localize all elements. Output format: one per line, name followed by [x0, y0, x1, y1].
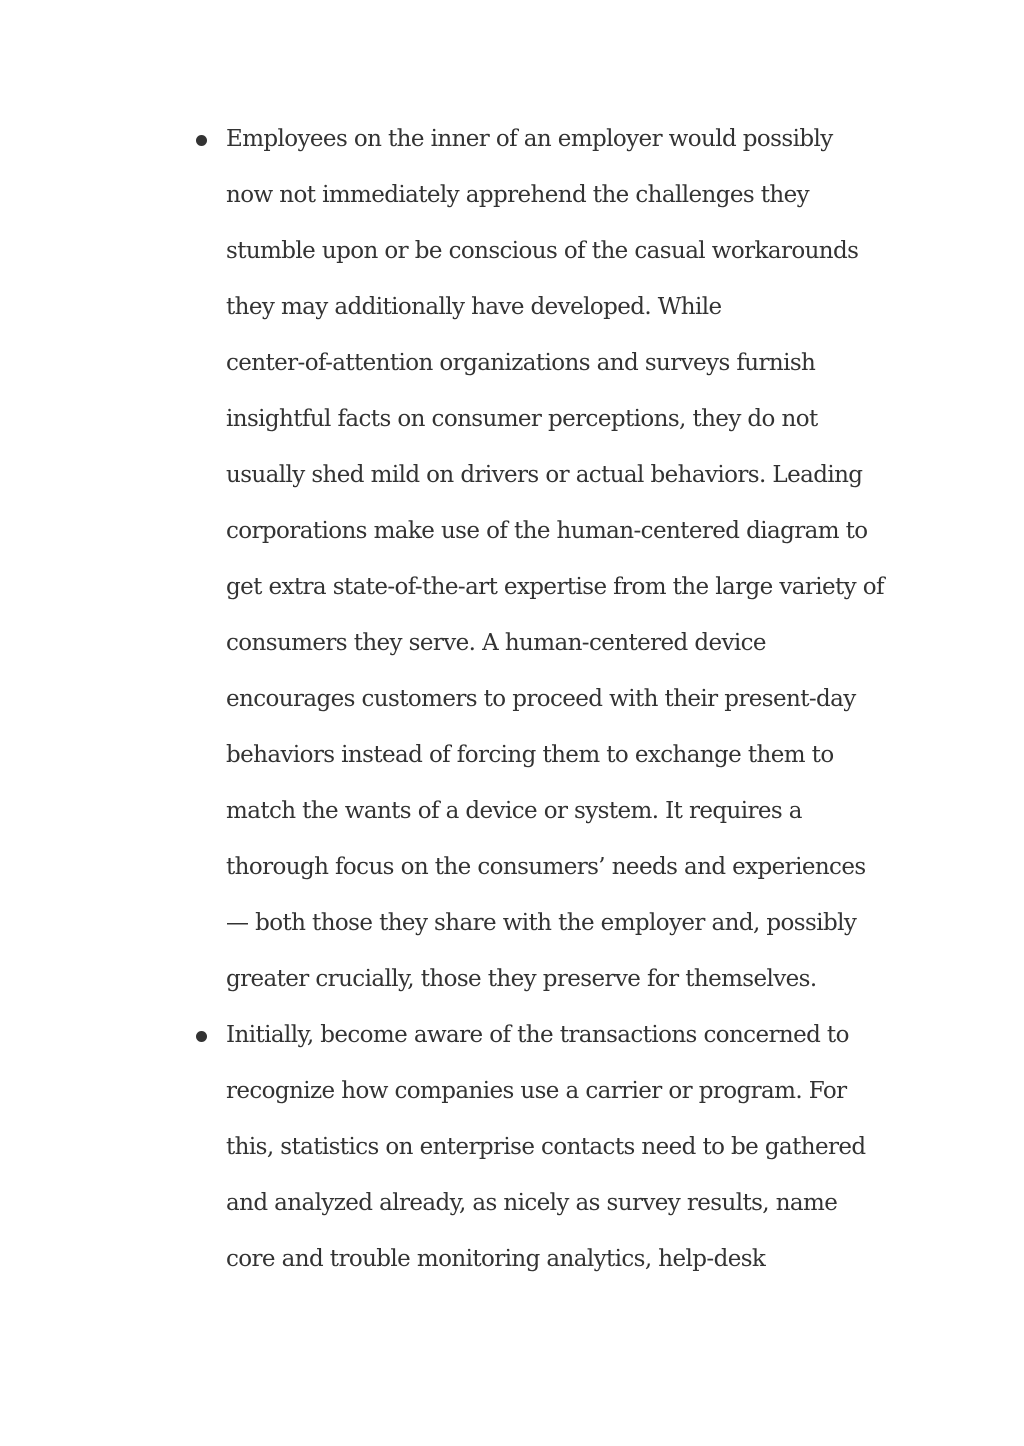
- bullet-dot-icon: [196, 1031, 207, 1042]
- text-line: they may additionally have developed. While: [226, 294, 722, 320]
- text-line: recognize how companies use a carrier or program. For: [226, 1078, 847, 1104]
- text-line: match the wants of a device or system. It requires a: [226, 798, 802, 824]
- text-line: insightful facts on consumer perceptions, they do not: [226, 406, 818, 432]
- text-line: get extra state-of-the-art expertise from the large variety of: [226, 574, 884, 600]
- text-line: consumers they serve. A human-centered device: [226, 630, 766, 656]
- text-line: behaviors instead of forcing them to exchange them to: [226, 742, 834, 768]
- text-line: and analyzed already, as nicely as survey results, name: [226, 1190, 838, 1216]
- text-line: thorough focus on the consumers’ needs and experiences: [226, 854, 866, 880]
- text-line: Employees on the inner of an employer would possibly: [226, 126, 833, 152]
- text-line: stumble upon or be conscious of the casual workarounds: [226, 238, 859, 264]
- text-line: — both those they share with the employer and, possibly: [226, 910, 857, 936]
- bullet-item-employees: [192, 111, 912, 1007]
- bullet-list: [192, 111, 912, 1287]
- text-line: center-of-attention organizations and surveys furnish: [226, 350, 816, 376]
- text-line: greater crucially, those they preserve for themselves.: [226, 966, 817, 992]
- bullet-item-transactions: [192, 1007, 912, 1287]
- text-line: this, statistics on enterprise contacts need to be gathered: [226, 1134, 866, 1160]
- bullet-dot-icon: [196, 135, 207, 146]
- text-line: encourages customers to proceed with their present-day: [226, 686, 856, 712]
- text-line: core and trouble monitoring analytics, help-desk: [226, 1246, 766, 1272]
- text-line: usually shed mild on drivers or actual behaviors. Leading: [226, 462, 863, 488]
- text-line: Initially, become aware of the transactions concerned to: [226, 1022, 849, 1048]
- text-line: corporations make use of the human-centered diagram to: [226, 518, 868, 544]
- text-line: now not immediately apprehend the challenges they: [226, 182, 810, 208]
